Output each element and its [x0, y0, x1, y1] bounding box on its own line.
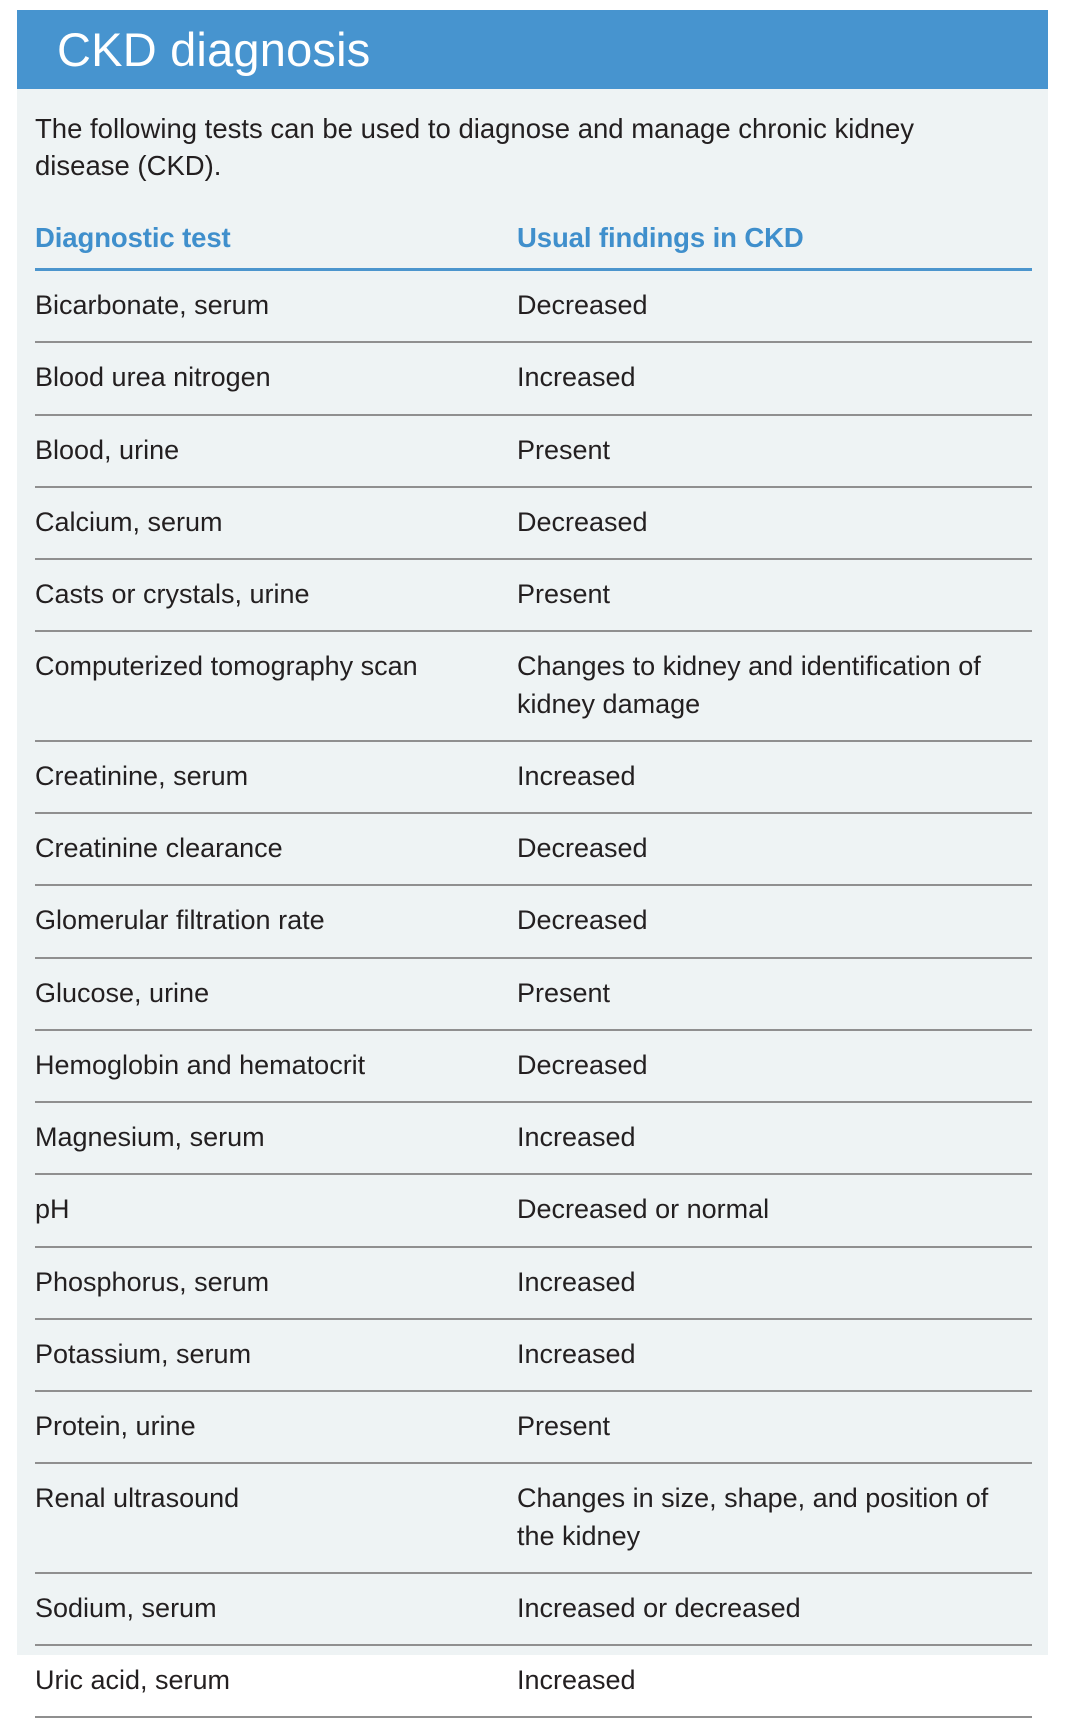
table-body: [35, 270, 1032, 1718]
cell-diagnostic-test: Potassium, serum: [35, 1319, 515, 1391]
cell-diagnostic-test: Hemoglobin and hematocrit: [35, 1030, 515, 1102]
table-row: [35, 1645, 1032, 1717]
cell-diagnostic-test: Renal ultrasound: [35, 1463, 515, 1573]
column-header-usual-findings: Usual findings in CKD: [515, 222, 1032, 270]
cell-usual-finding: Decreased or normal: [515, 1174, 1032, 1246]
cell-usual-finding: Increased: [515, 1102, 1032, 1174]
table-row: [35, 741, 1032, 813]
table-row: [35, 631, 1032, 741]
cell-diagnostic-test: Protein, urine: [35, 1391, 515, 1463]
table-row: [35, 487, 1032, 559]
cell-diagnostic-test: Creatinine clearance: [35, 813, 515, 885]
cell-diagnostic-test: Phosphorus, serum: [35, 1247, 515, 1319]
cell-usual-finding: Increased: [515, 342, 1032, 414]
cell-usual-finding: Changes in size, shape, and position of the kidney: [515, 1463, 1032, 1573]
cell-diagnostic-test: Glucose, urine: [35, 958, 515, 1030]
cell-usual-finding: Increased or decreased: [515, 1573, 1032, 1645]
table-row: [35, 1573, 1032, 1645]
table-row: [35, 342, 1032, 414]
cell-usual-finding: Present: [515, 1391, 1032, 1463]
table-row: [35, 270, 1032, 343]
cell-diagnostic-test: Blood urea nitrogen: [35, 342, 515, 414]
column-header-diagnostic-test: Diagnostic test: [35, 222, 515, 270]
cell-usual-finding: Decreased: [515, 487, 1032, 559]
cell-diagnostic-test: Calcium, serum: [35, 487, 515, 559]
cell-diagnostic-test: Creatinine, serum: [35, 741, 515, 813]
cell-usual-finding: Decreased: [515, 885, 1032, 957]
cell-diagnostic-test: Bicarbonate, serum: [35, 270, 515, 343]
diagnostic-test-table: [35, 222, 1032, 1718]
table-row: [35, 415, 1032, 487]
cell-diagnostic-test: Uric acid, serum: [35, 1645, 515, 1717]
intro-paragraph: The following tests can be used to diagnose and manage chronic kidney disease (CKD).: [35, 113, 915, 181]
cell-diagnostic-test: Magnesium, serum: [35, 1102, 515, 1174]
cell-diagnostic-test: Blood, urine: [35, 415, 515, 487]
content-panel: [17, 10, 1048, 1696]
cell-diagnostic-test: Casts or crystals, urine: [35, 559, 515, 631]
cell-usual-finding: Present: [515, 559, 1032, 631]
cell-diagnostic-test: Computerized tomography scan: [35, 631, 515, 741]
table-row: [35, 1030, 1032, 1102]
table-row: [35, 885, 1032, 957]
cell-usual-finding: Decreased: [515, 1030, 1032, 1102]
cell-usual-finding: Increased: [515, 1645, 1032, 1717]
table-row: [35, 559, 1032, 631]
body-area: [17, 89, 1048, 1718]
cell-diagnostic-test: pH: [35, 1174, 515, 1246]
table-head: [35, 222, 1032, 270]
title-bar: [17, 10, 1048, 89]
table-row: [35, 1102, 1032, 1174]
table-row: [35, 1463, 1032, 1573]
table-row: [35, 1391, 1032, 1463]
table-row: [35, 958, 1032, 1030]
table-row: [35, 1247, 1032, 1319]
table-row: [35, 1174, 1032, 1246]
cell-usual-finding: Present: [515, 415, 1032, 487]
cell-diagnostic-test: Sodium, serum: [35, 1573, 515, 1645]
cell-usual-finding: Present: [515, 958, 1032, 1030]
table-row: [35, 813, 1032, 885]
cell-usual-finding: Decreased: [515, 270, 1032, 343]
table-row: [35, 1319, 1032, 1391]
cell-usual-finding: Increased: [515, 741, 1032, 813]
cell-usual-finding: Increased: [515, 1247, 1032, 1319]
cell-usual-finding: Decreased: [515, 813, 1032, 885]
cell-diagnostic-test: Glomerular filtration rate: [35, 885, 515, 957]
cell-usual-finding: Increased: [515, 1319, 1032, 1391]
table-header-row: [35, 222, 1032, 270]
cell-usual-finding: Changes to kidney and identification of kidney damage: [515, 631, 1032, 741]
page-title: CKD diagnosis: [57, 23, 371, 76]
